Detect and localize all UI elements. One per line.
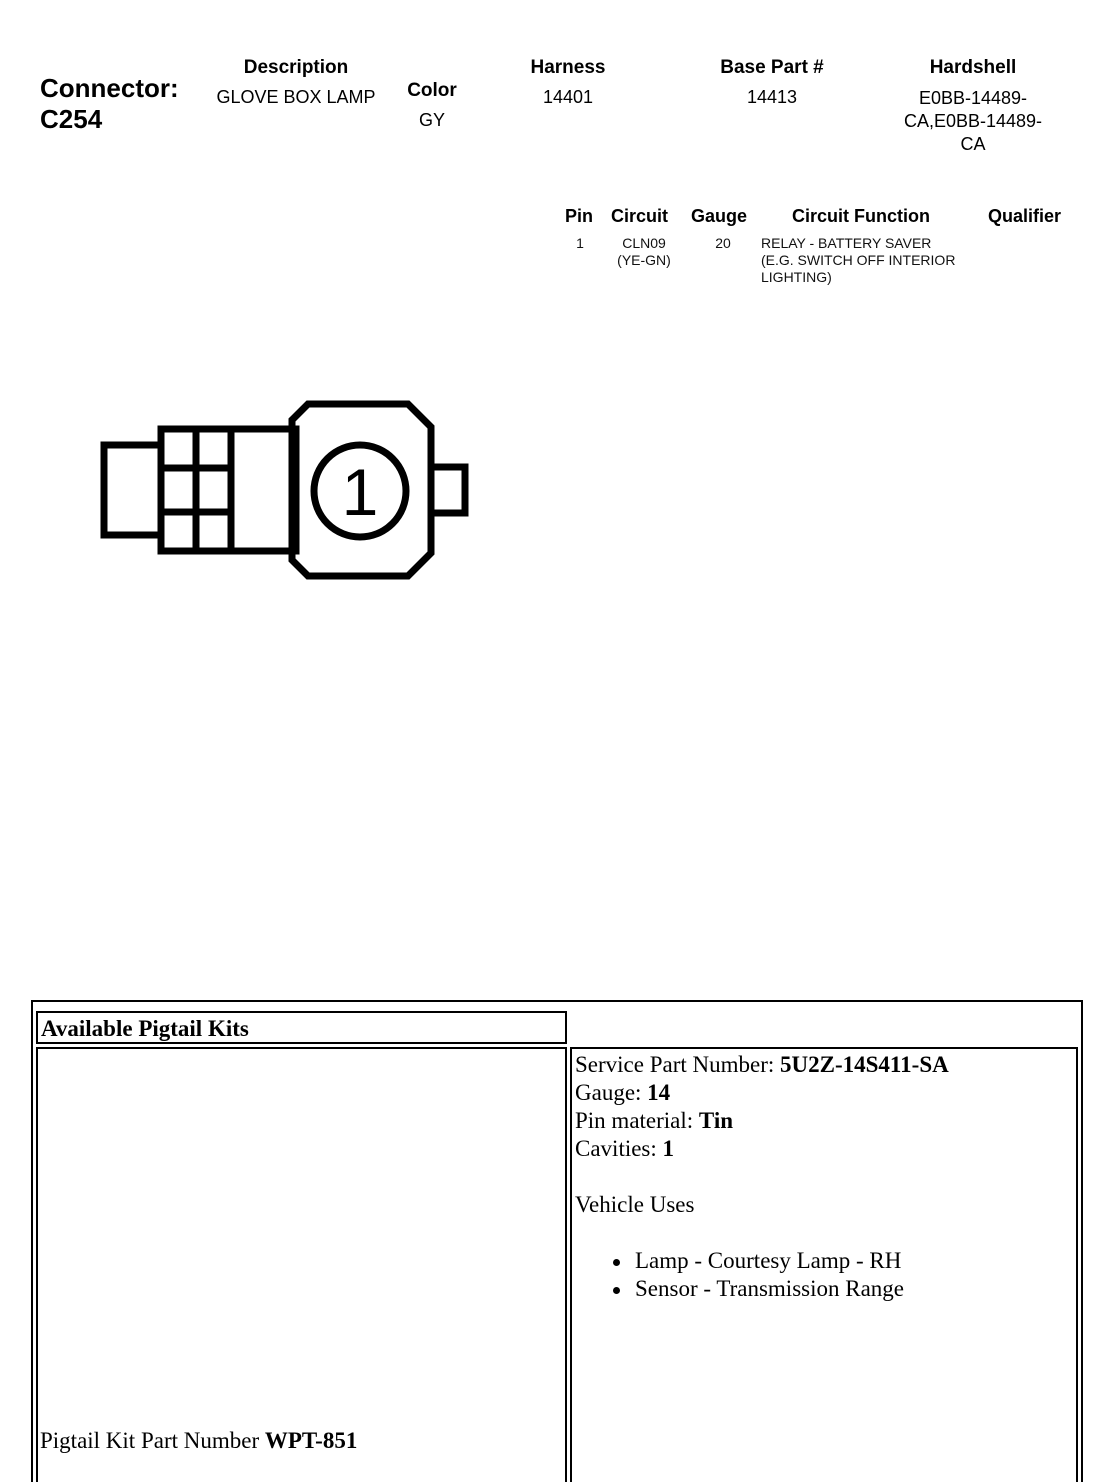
pin-number: 1 — [576, 235, 584, 251]
hardshell-value — [878, 87, 1068, 156]
service-part-label: Service Part Number: — [575, 1052, 781, 1077]
cavities-value: 1 — [662, 1136, 675, 1161]
description-header: Description — [243, 57, 349, 78]
base-part-header: Base Part # — [720, 57, 824, 78]
list-item: Lamp - Courtesy Lamp - RH — [575, 1247, 1076, 1275]
pigtail-image-cell — [36, 1047, 567, 1482]
pigtail-title: Available Pigtail Kits — [36, 1011, 567, 1044]
pin-header: Pin — [565, 206, 594, 226]
connector-title — [40, 73, 179, 135]
cavities-label: Cavities: — [575, 1136, 663, 1161]
cavities — [575, 1135, 1076, 1163]
pigtail-gauge — [575, 1079, 1076, 1107]
connector-label: Connector: — [40, 73, 179, 103]
connector-right-tab — [431, 467, 465, 513]
hardshell-header: Hardshell — [929, 57, 1017, 78]
gauge-value: 20 — [715, 235, 731, 251]
pigtail-kit-label: Pigtail Kit Part Number — [40, 1428, 265, 1453]
pigtail-kit-number — [40, 1427, 357, 1455]
hardshell-line: E0BB-14489- — [918, 88, 1028, 108]
hardshell-line: CA — [960, 134, 986, 154]
circuit-function-header: Circuit Function — [792, 206, 930, 226]
connector-left-tab — [104, 445, 161, 535]
pin-material-value: Tin — [698, 1108, 734, 1133]
base-part-value: 14413 — [746, 87, 798, 107]
pigtail-details-cell — [570, 1047, 1078, 1482]
pin-material — [575, 1107, 1076, 1135]
vehicle-uses-list — [575, 1247, 1076, 1303]
color-value: GY — [418, 110, 445, 130]
connector-diagram — [95, 395, 475, 585]
circuit-value — [604, 235, 684, 269]
service-part-number — [575, 1051, 1076, 1079]
gauge-header: Gauge — [691, 206, 748, 226]
list-item: Sensor - Transmission Range — [575, 1275, 1076, 1303]
function-line: (E.G. SWITCH OFF INTERIOR — [761, 252, 956, 268]
circuit-line: (YE-GN) — [617, 252, 671, 268]
function-line: RELAY - BATTERY SAVER — [761, 235, 932, 251]
connector-id: C254 — [40, 104, 103, 134]
pigtail-kit-value: WPT-851 — [264, 1428, 358, 1453]
pigtail-gauge-value: 14 — [647, 1080, 671, 1105]
pin-label: 1 — [341, 455, 379, 529]
color-header: Color — [407, 80, 457, 101]
circuit-line: CLN09 — [622, 235, 666, 251]
pigtail-gauge-label: Gauge: — [575, 1080, 648, 1105]
vehicle-uses-heading: Vehicle Uses — [575, 1192, 695, 1217]
description-value: GLOVE BOX LAMP — [216, 87, 376, 107]
hardshell-line: CA,E0BB-14489- — [903, 111, 1043, 131]
circuit-header: Circuit — [611, 206, 669, 226]
qualifier-header: Qualifier — [988, 206, 1062, 226]
service-part-value: 5U2Z-14S411-SA — [780, 1052, 949, 1077]
function-line: LIGHTING) — [761, 269, 832, 285]
harness-header: Harness — [530, 57, 606, 78]
pin-material-label: Pin material: — [575, 1108, 699, 1133]
circuit-function-value — [761, 235, 996, 286]
harness-value: 14401 — [542, 87, 594, 107]
